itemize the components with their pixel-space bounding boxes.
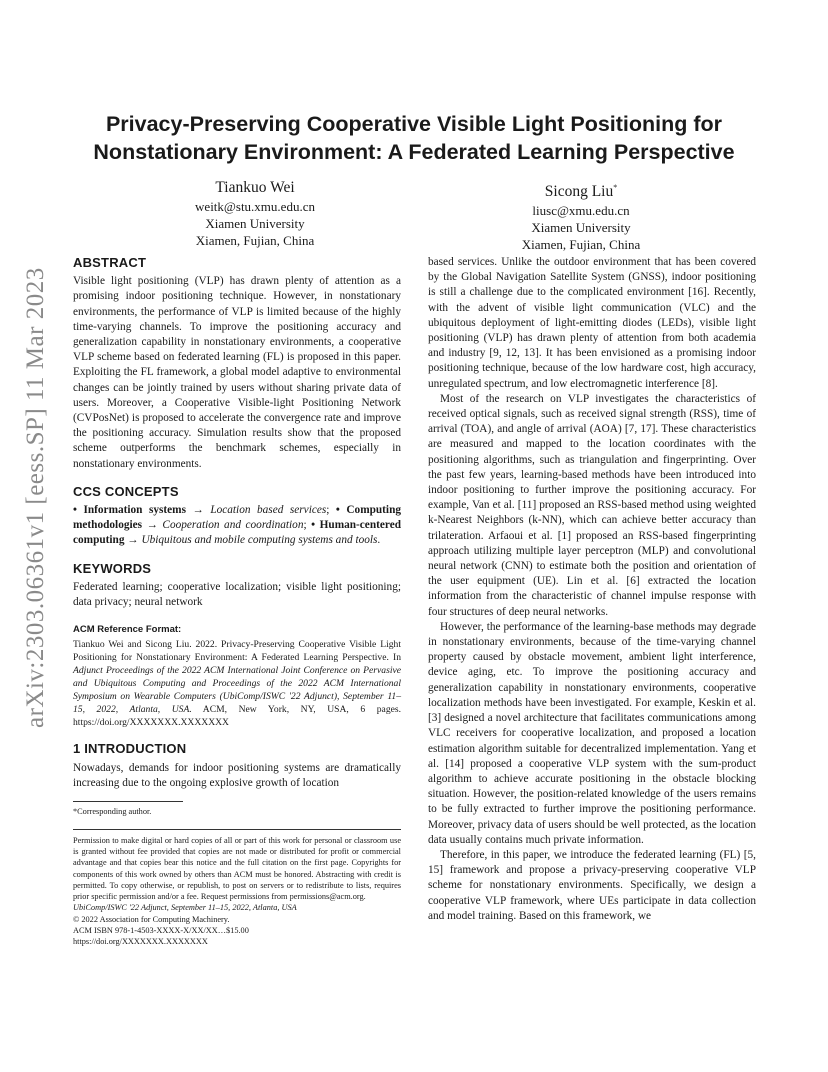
- intro-paragraph: based services. Unlike the outdoor environment that has been covered by the Global Navigation Satellite System (GNSS), indoor positioning is still a challenge due to the complicated environment [16]. Recently, with the advent of visible light communication (VLC) and the ubiquitous deployment of light-emitting diodes (LEDs), visible light positioning (VLP) has drawn plenty of attention from both academia and industry [9, 12, 13]. It has been envisioned as a promising indoor positioning technique, because of the low hardware cost, high accuracy, unregulated spectrum, and low electromagnetic interference [8].: [428, 256, 756, 390]
- introduction-section: [73, 741, 401, 791]
- author-block-2: [441, 178, 721, 253]
- keywords-heading: KEYWORDS: [73, 560, 152, 576]
- corresponding-mark: *: [613, 183, 618, 192]
- permission-block: [73, 829, 401, 947]
- intro-paragraph: However, the performance of the learning-base methods may degrade in nonstationary environments, because of the time-varying channel property caused by obstacle movement, ambient light interference, device aging, etc. To improve the positioning accuracy and generalization capability in nonstationary environments, cooperative localization methods have been investigated. For example, Keskin et al. [3] designed a novel architecture that facilitates communications among VLC receivers for cooperative localization, and proposed a location estimation algorithm suitable for decentralized implementation. Yang et al. [14] proposed a cooperative VLP system with the sum-product algorithm to achieve accurate positioning in the obstacle blocking situation. However, the position-related knowledge of the users remains to be fully extracted to further improve the positioning performance. Moreover, privacy data of users should be well protected, as the location data usually contains much private information.: [428, 620, 756, 846]
- doi-line: https://doi.org/XXXXXXX.XXXXXXX: [73, 936, 208, 946]
- footnote-rule: [73, 801, 183, 802]
- abstract-text: Visible light positioning (VLP) has drawn plenty of attention as a promising indoor positioning technique. However, in nonstationary environments, the performance of VLP is limited because of the highly time-varying channels. To improve the positioning accuracy and generalization capability in nonstationary environments, a cooperative VLP scheme based on federated learning (FL) is proposed in this paper. Exploiting the FL framework, a global model adaptive to environmental changes can be jointly trained by users without sharing private data of users. Moreover, a Cooperative Visible-light Positioning Network (CVPosNet) is proposed to accelerate the convergence rate and improve the positioning accuracy. Simulation results show that the proposed scheme outperforms the benchmark schemes, especially in nonstationary environments.: [73, 275, 401, 470]
- copyright-line: © 2022 Association for Computing Machinery.: [73, 914, 230, 924]
- ccs-text: • Information systems → Location based services; • Computing methodologies → Cooperation and coordination; • Human-centered computing → Ubiquitous and mobile computing systems and tools.: [73, 504, 402, 547]
- arxiv-stamp: arXiv:2303.06361v1 [eess.SP] 11 Mar 2023: [22, 267, 49, 729]
- keywords-section: [73, 561, 401, 611]
- isbn-line: ACM ISBN 978-1-4503-XXXX-X/XX/XX…$15.00: [73, 925, 249, 935]
- author-name: Tiankuo Wei: [215, 179, 295, 196]
- ccs-section: [73, 484, 401, 549]
- author-affiliation: Xiamen University: [531, 220, 631, 236]
- author-affiliation: Xiamen University: [205, 216, 305, 231]
- intro-paragraph: Most of the research on VLP investigates the characteristics of received optical signals, such as received signal strength (RSS), time of arrival (TOA), and angle of arrival (AOA) [7, 17]. These characteristics are measured and mapped to the location coordinates with the positioning algorithms, such as triangulation and fingerprinting. Over the past few years, learning-based methods have been introduced into indoor positioning to further improve the positioning accuracy. For example, Van et al. [11] proposed an RSS-based method using weighted k-Nearest Neighbors (k-NN), which can achieve better accuracy than trilateration. Arfaoui et al. [1] proposed an RSS-based fingerprinting approach utilizing multiple layer perceptron (MLP) and convolutional neural network (CNN) to estimate both the position and orientation of the user equipment (UE). Lin et al. [6] extracted the location information from the characteristic of channel impulse response with four structures of deep neural networks.: [428, 392, 756, 618]
- introduction-heading: 1 INTRODUCTION: [73, 741, 187, 757]
- author-location: Xiamen, Fujian, China: [521, 237, 641, 253]
- ccs-heading: CCS CONCEPTS: [73, 483, 179, 499]
- acm-reference-heading: ACM Reference Format:: [73, 624, 182, 636]
- paper-title: Privacy-Preserving Cooperative Visible Light Positioning for Nonstationary Environment: A Federated Learning Perspective: [93, 112, 735, 164]
- keywords-text: Federated learning; cooperative localization; visible light positioning; data privacy; neural network: [73, 580, 401, 609]
- permission-text: Permission to make digital or hard copies of all or part of this work for personal or classroom use is granted without fee provided that copies are not made or distributed for profit or commercial advantage and that copies bear this notice and the full citation on the first page. Copyrights for components of this work owned by others than ACM must be honored. Abstracting with credit is permitted. To copy otherwise, or republish, to post on servers or to redistribute to lists, requires prior specific permission and/or a fee. Request permissions from permissions@acm.org.: [73, 836, 401, 902]
- intro-paragraph: Nowadays, demands for indoor positioning systems are dramatically increasing due to the ongoing explosive growth of location: [73, 761, 401, 789]
- intro-paragraph: Therefore, in this paper, we introduce the federated learning (FL) [5, 15] framework and propose a privacy-preserving cooperative VLP scheme for nonstationary environments. Specifically, we design a cooperative VLP framework, where UEs participate in data collection and model training. Based on this framework, we: [428, 848, 756, 922]
- acm-reference-text: Tiankuo Wei and Sicong Liu. 2022. Privacy-Preserving Cooperative Visible Light Positioning for Nonstationary Environment: A Federated Learning Perspective. In Adjunct Proceedings of the 2022 ACM International Joint Conference on Pervasive and Ubiquitous Computing and Proceedings of the 2022 ACM International Symposium on Wearable Computers (UbiComp/ISWC '22 Adjunct), September 11–15, 2022, Atlanta, USA. ACM, New York, NY, USA, 6 pages. https://doi.org/XXXXXXX.XXXXXXX: [73, 639, 402, 729]
- footnote: *Corresponding author.: [73, 807, 152, 817]
- acm-reference: [73, 622, 401, 729]
- author-name: Sicong Liu*: [544, 183, 618, 201]
- conference-line: UbiComp/ISWC '22 Adjunct, September 11–15, 2022, Atlanta, USA: [73, 903, 297, 913]
- right-column: [428, 255, 756, 924]
- author-block-1: [115, 178, 395, 249]
- author-email: liusc@xmu.edu.cn: [532, 203, 630, 219]
- abstract-heading: ABSTRACT: [73, 255, 147, 270]
- author-location: Xiamen, Fujian, China: [195, 233, 315, 248]
- author-email: weitk@stu.xmu.edu.cn: [195, 199, 315, 214]
- left-column: [73, 255, 401, 947]
- abstract-section: [73, 255, 401, 472]
